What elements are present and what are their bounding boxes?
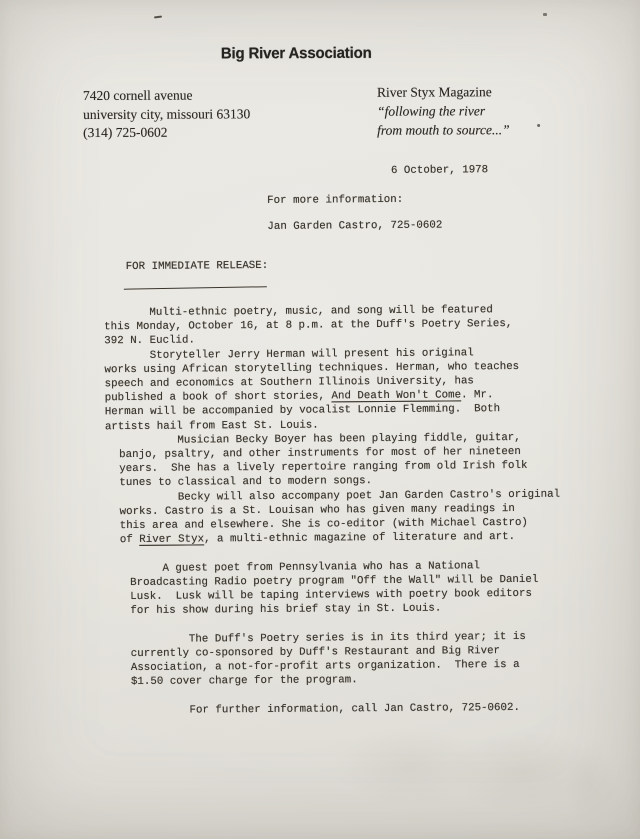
typed-line: Herman will be accompanied by vocalist Lonnie Flemming. Both (104, 403, 501, 419)
body-paragraph (104, 345, 559, 434)
typed-line: works using African storytelling techniques. Herman, who teaches (104, 360, 520, 377)
typed-line: works. Castro is a St. Louisan who has given many readings in (119, 502, 515, 518)
typed-line: years. She has a lively repertoire ranging from old Irish folk (119, 460, 528, 476)
typed-line: $1.50 cover charge for the program. (130, 674, 358, 689)
typed-line: this area and elsewhere. She is co-editor (with Michael Castro) (119, 516, 528, 533)
org-title: Big River Association (220, 44, 372, 63)
typed-line: For further information, call Jan Castro, 725-0602. (131, 701, 520, 717)
typed-line: currently co-sponsored by Duff's Restaurant and Big River (130, 644, 501, 660)
typed-line: this Monday, October 16, at 8 p.m. at the Duff's Poetry Series, (104, 318, 513, 334)
typed-line: 392 N. Euclid. (104, 334, 196, 348)
release-underline (124, 286, 267, 290)
typed-line: banjo, psaltry, and other instruments for most of her nineteen (119, 445, 521, 462)
address-line: 7420 cornell avenue (82, 87, 193, 104)
underlined-title: And Death Won't Come (331, 389, 462, 403)
typed-line: Musician Becky Boyer has been playing fiddle, guitar, (118, 431, 521, 447)
typed-line: tunes to classical and to modern songs. (119, 475, 373, 490)
typed-line: for his show during his brief stay in St. Louis. (130, 602, 442, 618)
typed-line: published a book of short stories, And Death Won't Come. Mr. (104, 389, 494, 405)
typed-line: of River Styx, a multi-ethnic magazine of literature and art. (119, 531, 516, 547)
magazine-tagline-line: from mouth to source...” (377, 121, 510, 138)
address-line: (314) 725-0602 (83, 124, 168, 141)
body-paragraph (119, 430, 560, 490)
magazine-name: River Styx Magazine (376, 84, 492, 100)
typed-line: Association, a not-for-profit arts organization. There is a (130, 658, 520, 675)
body-paragraph (130, 558, 561, 618)
typed-line: A guest poet from Pennsylvania who has a National (129, 559, 480, 575)
typed-line: Storyteller Jerry Herman will present his original (104, 346, 474, 362)
typed-line: Broadcasting Radio poetry program "Off the Wall" will be Daniel (130, 573, 539, 589)
typed-line: The Duff's Poetry series is in its third year; it is (130, 630, 526, 646)
contact-line: Jan Garden Castro, 725-0602 (267, 219, 443, 233)
address-line: university city, missouri 63130 (83, 105, 251, 122)
typed-line: artists hail from East St. Louis. (104, 419, 319, 433)
typed-line: Becky will also accompany poet Jan Garden Castro's original (119, 488, 561, 504)
body-paragraph (131, 629, 562, 689)
typed-line: speech and economics at Southern Illinois University, has (104, 375, 474, 391)
info-heading: For more information: (267, 193, 404, 207)
underlined-title: River Styx (139, 533, 205, 547)
release-date: 6 October, 1978 (390, 164, 489, 177)
typed-line: Lusk. Lusk will be taping interviews with poetry book editors (130, 587, 533, 604)
immediate-release-label: FOR IMMEDIATE RELEASE: (125, 259, 269, 274)
body-paragraph (131, 700, 562, 718)
typed-line: Multi-ethnic poetry, music, and song will be featured (103, 304, 493, 320)
body-text (104, 303, 562, 718)
magazine-tagline-line: “following the river (377, 103, 486, 119)
body-paragraph (104, 303, 559, 349)
body-paragraph (119, 487, 560, 547)
